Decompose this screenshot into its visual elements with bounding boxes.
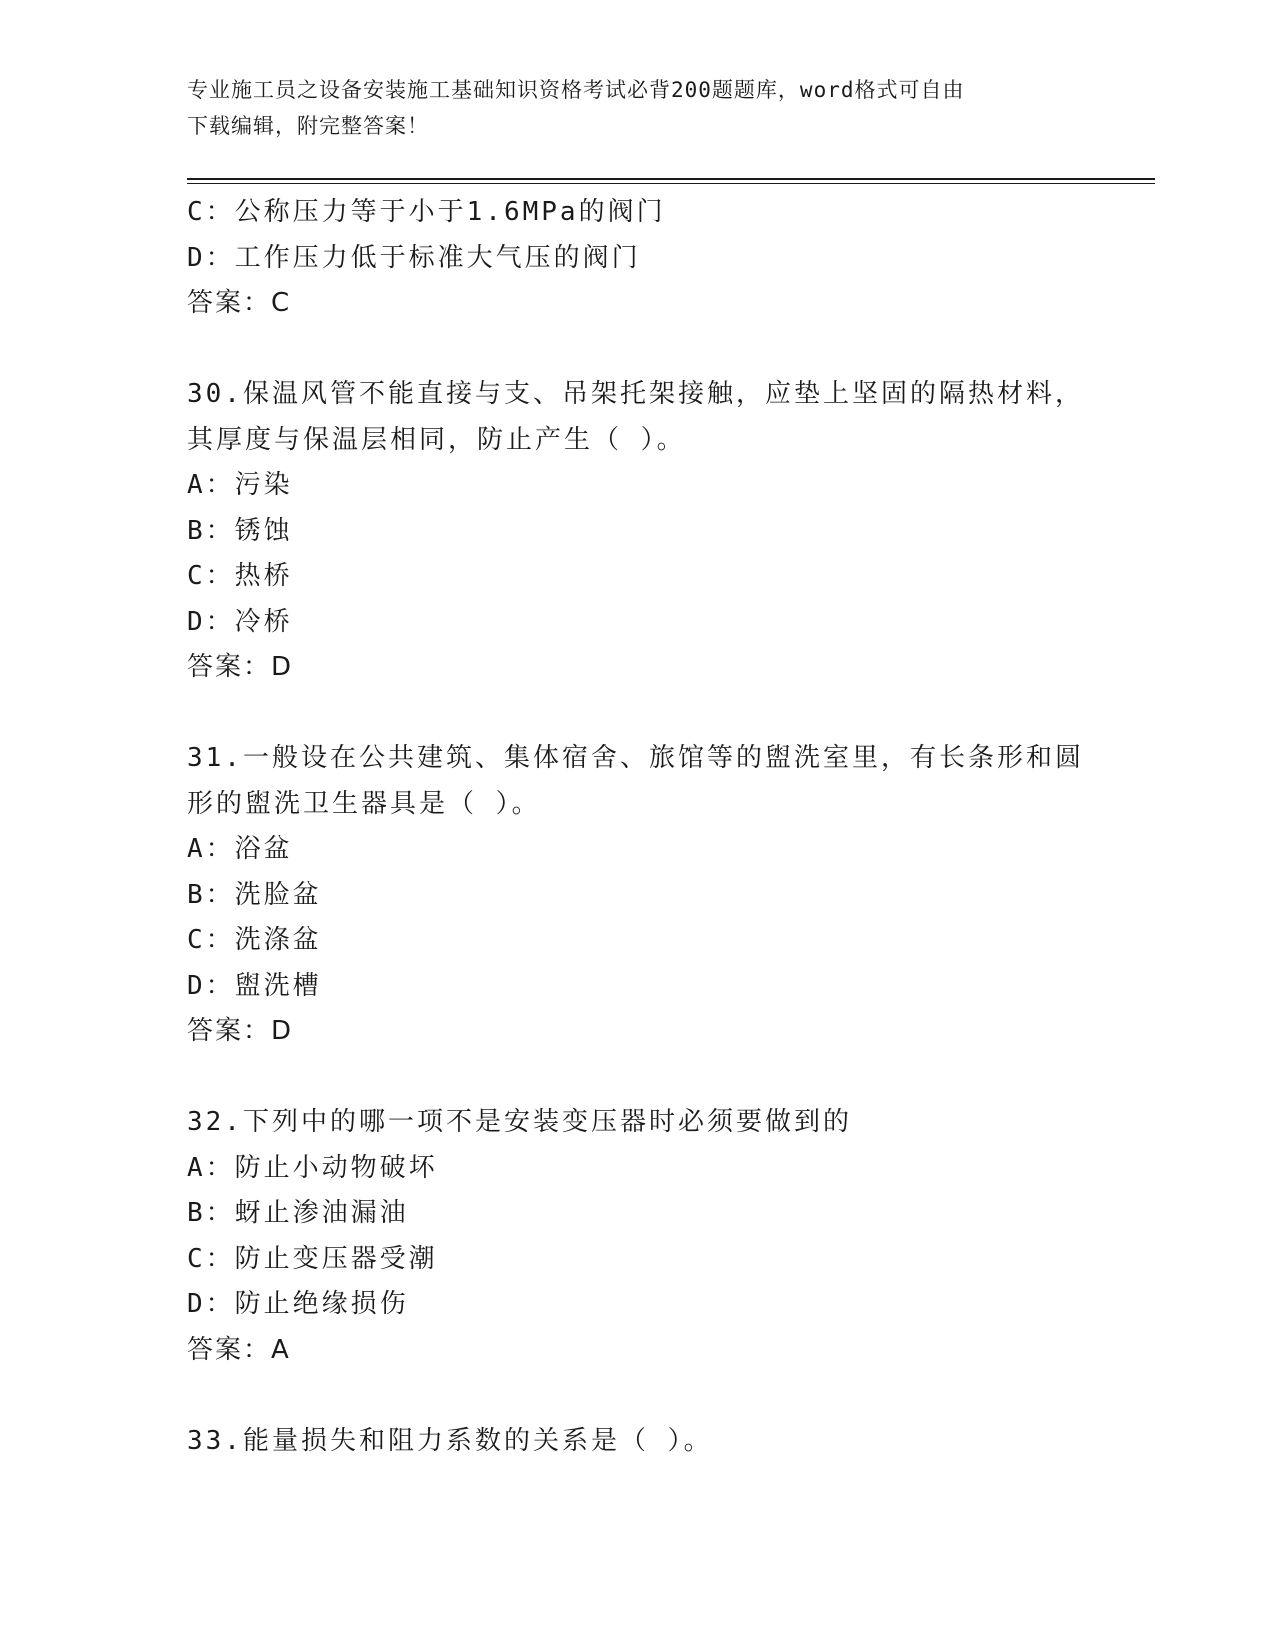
question-30 bbox=[187, 372, 1087, 691]
option-d: D：冷桥 bbox=[187, 606, 293, 637]
header-divider-thick bbox=[187, 178, 1155, 180]
question-29-continued bbox=[187, 190, 1087, 327]
option-b: B：洗脸盆 bbox=[187, 879, 322, 910]
option-c: C：洗涤盆 bbox=[187, 925, 322, 955]
header-line-1: 专业施工员之设备安装施工基础知识资格考试必背200题题库，word格式可自由 bbox=[187, 78, 965, 102]
answer: 答案：C bbox=[187, 288, 292, 318]
option-b: B：蚜止渗油漏油 bbox=[187, 1198, 409, 1228]
option-c: C：公称压力等于小于1.6MPa的阀门 bbox=[187, 197, 666, 227]
question-stem: 33.能量损失和阻力系数的关系是（ ）。 bbox=[187, 1425, 713, 1456]
question-stem-cont: 形的盥洗卫生器具是（ ）。 bbox=[187, 788, 541, 819]
option-d: D：盥洗槽 bbox=[187, 970, 322, 1001]
question-33 bbox=[187, 1419, 1087, 1465]
answer: 答案：A bbox=[187, 1334, 291, 1365]
option-a: A：浴盆 bbox=[187, 834, 293, 864]
option-a: A：污染 bbox=[187, 470, 293, 500]
question-stem: 30.保温风管不能直接与支、吊架托架接触，应垫上坚固的隔热材料， bbox=[187, 379, 1084, 409]
header-divider-thin bbox=[187, 183, 1155, 184]
header-line-2: 下载编辑，附完整答案！ bbox=[187, 114, 429, 138]
option-c: C：防止变压器受潮 bbox=[187, 1243, 438, 1274]
option-d: D：工作压力低于标准大气压的阀门 bbox=[187, 242, 641, 273]
question-stem-cont: 其厚度与保温层相同，防止产生（ ）。 bbox=[187, 424, 686, 455]
spacer bbox=[187, 691, 1087, 737]
question-32 bbox=[187, 1100, 1087, 1373]
spacer bbox=[187, 1373, 1087, 1419]
option-a: A：防止小动物破坏 bbox=[187, 1152, 438, 1183]
question-stem: 32.下列中的哪一项不是安装变压器时必须要做到的 bbox=[187, 1107, 852, 1137]
question-31 bbox=[187, 736, 1087, 1055]
option-b: B：锈蚀 bbox=[187, 515, 293, 546]
option-c: C：热桥 bbox=[187, 561, 293, 591]
option-d: D：防止绝缘损伤 bbox=[187, 1289, 409, 1319]
spacer bbox=[187, 1055, 1087, 1101]
document-header bbox=[187, 72, 1067, 144]
question-stem: 31.一般设在公共建筑、集体宿舍、旅馆等的盥洗室里，有长条形和圆 bbox=[187, 743, 1084, 773]
spacer bbox=[187, 327, 1087, 373]
answer: 答案：D bbox=[187, 652, 294, 682]
question-list bbox=[187, 190, 1087, 1464]
answer: 答案：D bbox=[187, 1016, 294, 1046]
